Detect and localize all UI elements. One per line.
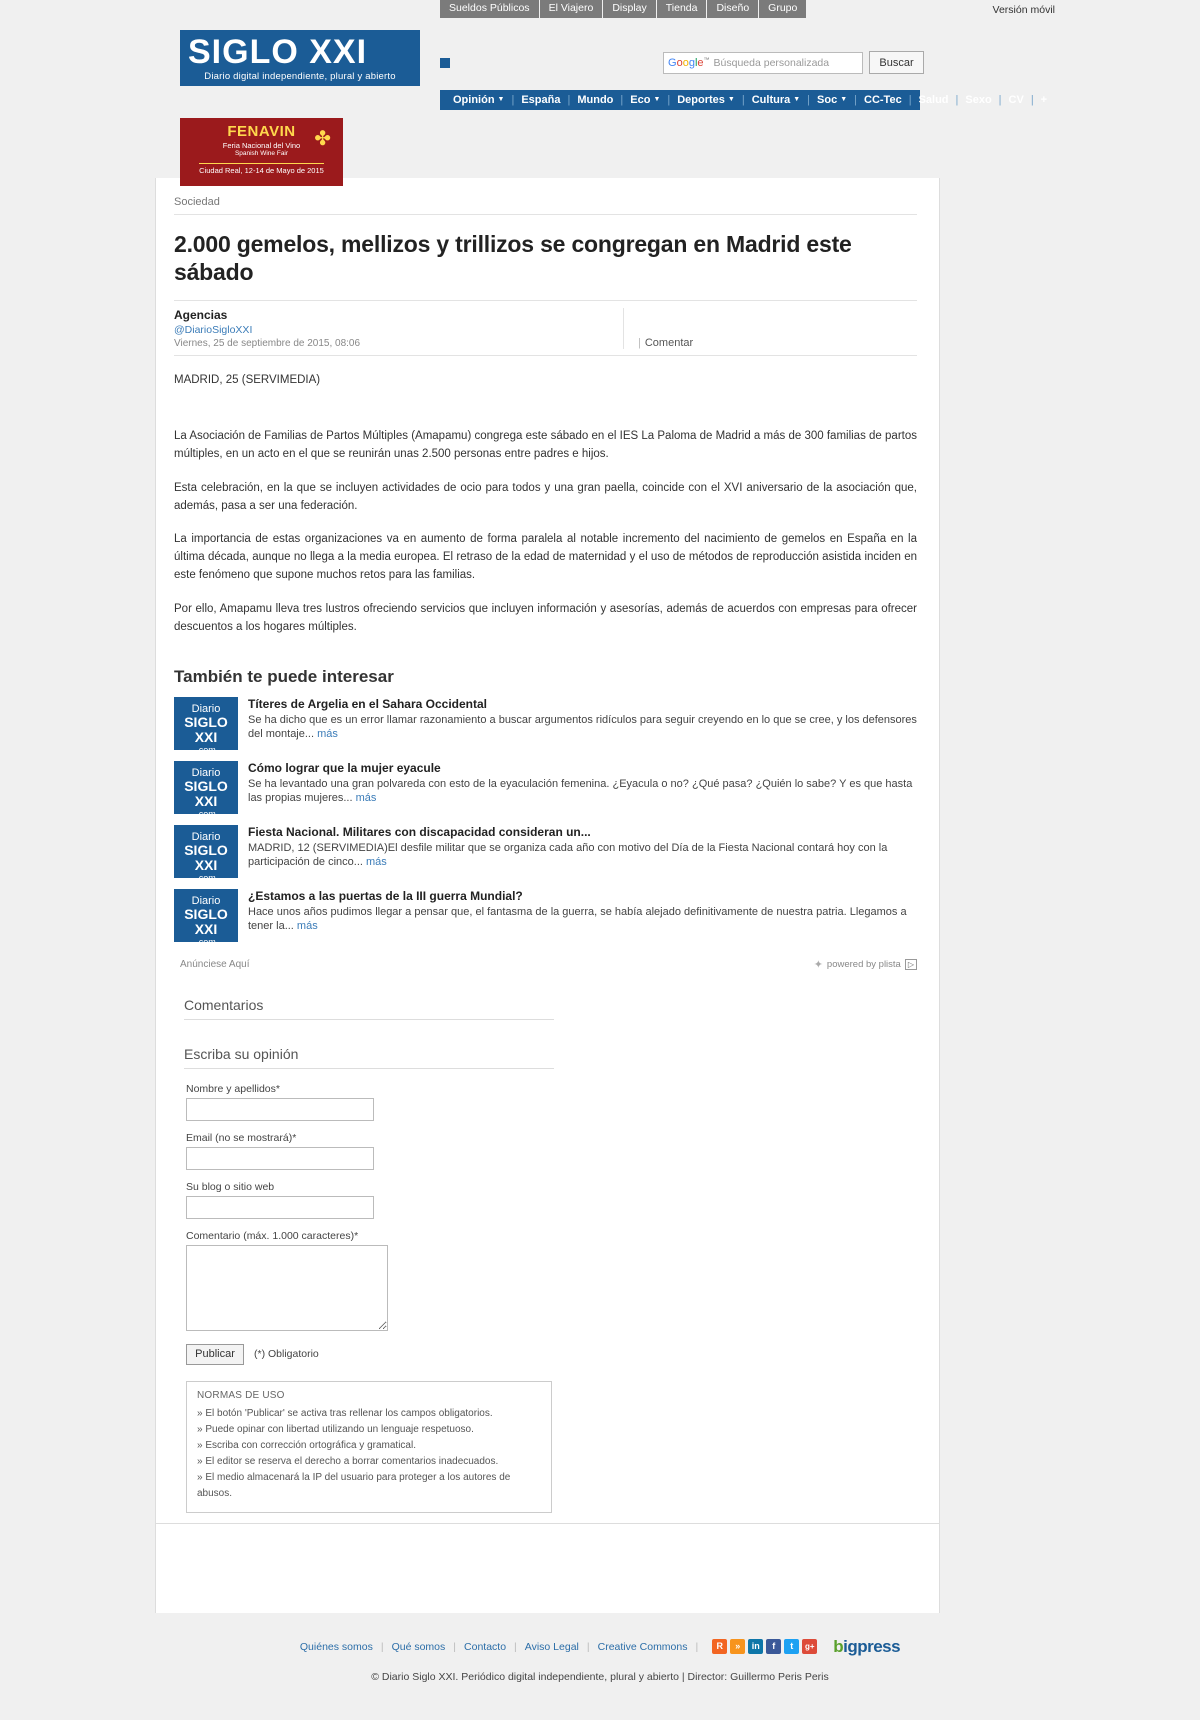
usage-rule-item: » El botón 'Publicar' se activa tras rellenar los campos obligatorios. <box>197 1407 493 1419</box>
nav-item-opinion[interactable]: Opinión ▼ <box>453 93 505 106</box>
nav-separator: | <box>807 94 811 106</box>
comment-textarea[interactable] <box>186 1245 388 1331</box>
advertise-here-link[interactable]: Anúnciese Aquí <box>180 958 250 970</box>
website-field[interactable] <box>186 1196 374 1219</box>
article-thumbnail[interactable] <box>174 825 238 883</box>
article-paragraph: Por ello, Amapamu lleva tres lustros ofreciendo servicios que incluyen información y asesorías, además de acuerdos con empresas para ofrecer descuentos a los hogares múltiples. <box>174 602 917 633</box>
thumb-line-3: .com <box>196 872 216 883</box>
rss-icon[interactable]: R <box>712 1639 727 1654</box>
search-placeholder: Búsqueda personalizada <box>713 56 830 69</box>
divider: | <box>695 1640 699 1653</box>
topnav-item-display[interactable]: Display <box>603 0 655 18</box>
search-input[interactable] <box>663 52 863 74</box>
page-title: 2.000 gemelos, mellizos y trillizos se congregan en Madrid este sábado <box>174 231 852 285</box>
topnav-item-el-viajero[interactable]: El Viajero <box>540 0 603 18</box>
article-thumbnail[interactable] <box>174 697 238 755</box>
footer-link-quienes-somos[interactable]: Quiénes somos <box>299 1640 373 1653</box>
topnav-item-tienda[interactable]: Tienda <box>657 0 707 18</box>
article-paragraph: Esta celebración, en la que se incluyen actividades de ocio para todos y una gran paella, coincide con el XVI aniversario de la asociación que, además, pasa a ser una federación. <box>174 481 917 512</box>
search-area <box>663 51 924 74</box>
related-headline[interactable]: Fiesta Nacional. Militares con discapacidad consideran un... <box>248 824 591 839</box>
read-more-link[interactable]: más <box>355 792 377 805</box>
list-item[interactable] <box>174 696 917 755</box>
plista-attribution[interactable] <box>814 958 917 971</box>
nav-separator: | <box>854 94 857 106</box>
article-paragraph: La Asociación de Familias de Partos Múltiples (Amapamu) congrega este sábado en el IES La Paloma de Madrid a más de 300 familias de partos múltiples, en un acto en el que se reunirán unas 2.500 personas entre padres e hijos. <box>174 430 917 460</box>
nav-item-deportes[interactable]: Deportes ▼ <box>677 93 735 106</box>
nav-item-sexo[interactable]: Sexo <box>965 94 992 106</box>
social-icons <box>712 1639 817 1654</box>
usage-rule-item: » Escriba con corrección ortográfica y gramatical. <box>197 1439 416 1451</box>
related-headline[interactable]: Cómo lograr que la mujer eyacule <box>248 760 441 775</box>
thumb-line-3: .com <box>196 936 216 947</box>
content-shell <box>155 178 940 1613</box>
mobile-version-link[interactable]: Versión móvil <box>992 4 1055 16</box>
email-field-label: Email (no se mostrará)* <box>186 1131 297 1144</box>
powered-by-label: powered by plista <box>826 958 901 970</box>
banner-line1: Feria Nacional del Vino <box>222 141 301 150</box>
thumb-line-2: SIGLO XXI <box>184 905 228 937</box>
read-more-link[interactable]: más <box>317 728 338 741</box>
byline-agency: Agencias <box>174 308 228 323</box>
site-footer <box>0 1613 1200 1683</box>
star-icon: ✦ <box>813 958 823 971</box>
usage-rules-box <box>186 1381 552 1513</box>
read-more-link[interactable]: más <box>366 856 387 869</box>
copyright-text: © Diario Siglo XXI. Periódico digital independiente, plural y abierto | Director: Guillermo Peris Peris <box>371 1670 829 1683</box>
nav-item-mundo[interactable]: Mundo <box>577 94 614 106</box>
thumb-line-2: SIGLO XXI <box>184 841 228 873</box>
usage-rule-item: » El medio almacenará la IP del usuario para proteger a los autores de abusos. <box>197 1471 511 1499</box>
nav-separator: | <box>998 94 1002 106</box>
opinion-form-heading: Escriba su opinión <box>184 1046 554 1069</box>
site-logo[interactable] <box>180 30 420 86</box>
nav-separator: | <box>741 94 745 106</box>
footer-link-contacto[interactable]: Contacto <box>464 1640 507 1653</box>
read-more-link[interactable]: más <box>296 920 318 933</box>
nav-separator: | <box>620 94 624 106</box>
divider: | <box>638 337 641 350</box>
related-excerpt: Se ha dicho que es un error llamar razonamiento a buscar argumentos ridículos para seguir creyendo en lo que se cree, y los defensores del montaje... más <box>248 713 917 741</box>
breadcrumb[interactable]: Sociedad <box>174 196 917 215</box>
banner-line2: Spanish Wine Fair <box>234 150 289 157</box>
comments-heading: Comentarios <box>184 997 554 1020</box>
divider: | <box>380 1640 384 1653</box>
nav-separator: | <box>511 94 515 106</box>
thumb-line-3: .com <box>196 808 216 819</box>
divider: | <box>586 1640 590 1653</box>
nav-item-more[interactable]: + <box>1040 94 1048 106</box>
search-button[interactable]: Buscar <box>869 51 924 74</box>
thumb-line-2: SIGLO XXI <box>184 713 228 745</box>
main-navigation <box>440 90 1048 110</box>
article-body <box>174 428 917 636</box>
banner-title: FENAVIN <box>227 123 296 140</box>
logo-tagline: Diario digital independiente, plural y abierto <box>204 71 396 82</box>
name-field[interactable] <box>186 1098 374 1121</box>
byline <box>174 300 917 356</box>
googleplus-icon[interactable]: g+ <box>802 1639 817 1654</box>
article-dateline: MADRID, 25 (SERVIMEDIA) <box>174 374 321 387</box>
byline-twitter-handle[interactable]: @DiarioSigloXXI <box>174 324 253 337</box>
bigpress-logo[interactable]: bigpress <box>833 1636 901 1656</box>
twitter-icon[interactable]: t <box>784 1639 799 1654</box>
info-triangle-icon[interactable]: ▷ <box>905 959 917 970</box>
nav-separator: | <box>667 94 671 106</box>
nav-item-eco[interactable]: Eco ▼ <box>630 93 661 106</box>
nav-item-soc[interactable]: Soc ▼ <box>817 93 848 106</box>
nav-item-cultura[interactable]: Cultura ▼ <box>751 93 801 106</box>
footer-link-aviso-legal[interactable]: Aviso Legal <box>524 1640 579 1653</box>
nav-item-cv[interactable]: CV <box>1008 94 1024 106</box>
thumb-line-3: .com <box>196 744 216 755</box>
topnav-item-sueldos-publicos[interactable]: Sueldos Públicos <box>440 0 539 18</box>
usage-rule-item: » Puede opinar con libertad utilizando un lenguaje respetuoso. <box>197 1423 474 1435</box>
comment-link[interactable]: Comentar <box>644 337 694 350</box>
facebook-icon[interactable]: f <box>766 1639 781 1654</box>
thumb-line-1: Diario <box>191 830 221 843</box>
name-field-label: Nombre y apellidos* <box>186 1082 280 1095</box>
article-thumbnail[interactable] <box>174 889 238 947</box>
thumb-line-1: Diario <box>191 894 221 907</box>
footer-links <box>0 1637 1200 1657</box>
decorative-square <box>440 58 450 68</box>
related-headline[interactable]: ¿Estamos a las puertas de la III guerra Mundial? <box>248 888 523 903</box>
divider: | <box>453 1640 457 1653</box>
nav-separator: | <box>908 94 912 106</box>
leaf-icon: ✤ <box>314 128 331 150</box>
logo-title: SIGLO XXI <box>188 33 368 71</box>
list-item[interactable] <box>174 888 917 947</box>
divider: | <box>514 1640 517 1653</box>
footer-link-que-somos[interactable]: Qué somos <box>391 1640 446 1653</box>
list-item[interactable] <box>174 760 917 819</box>
nav-separator: | <box>1030 94 1034 106</box>
usage-rules-title: NORMAS DE USO <box>197 1389 285 1401</box>
top-navigation <box>440 0 806 18</box>
rss-feed-icon[interactable]: » <box>730 1639 745 1654</box>
article-thumbnail[interactable] <box>174 761 238 819</box>
topnav-item-grupo[interactable]: Grupo <box>759 0 806 18</box>
thumb-line-1: Diario <box>191 702 221 715</box>
thumb-line-1: Diario <box>191 766 221 779</box>
article-paragraph: La importancia de estas organizaciones va en aumento de forma paralela al notable incremento del nacimiento de gemelos en España en la última década, aunque no llega a la media europea. El retraso de la edad de maternidad y el uso de métodos de reproducción asistida inciden en este fenómeno que supone muchos retos para las familias. <box>174 533 917 582</box>
related-section-title: También te puede interesar <box>174 666 394 686</box>
byline-date: Viernes, 25 de septiembre de 2015, 08:06 <box>174 338 361 350</box>
google-logo-icon: Google™ <box>668 56 710 69</box>
fenavin-ad-banner[interactable] <box>180 118 343 186</box>
banner-line3: Ciudad Real, 12-14 de Mayo de 2015 <box>199 163 324 175</box>
thumb-line-2: SIGLO XXI <box>184 777 228 809</box>
website-field-label: Su blog o sitio web <box>186 1180 275 1193</box>
related-excerpt: MADRID, 12 (SERVIMEDIA)El desfile militar que se organiza cada año con motivo del Día de la Fiesta Nacional contará hoy con la participación de cinco... más <box>248 841 888 869</box>
related-headline[interactable]: Títeres de Argelia en el Sahara Occidental <box>248 696 487 711</box>
comment-textarea-label: Comentario (máx. 1.000 caracteres)* <box>186 1229 359 1242</box>
ad-attribution-row <box>174 958 917 971</box>
nav-item-espana[interactable]: España <box>521 94 561 106</box>
related-excerpt: Hace unos años pudimos llegar a pensar que, el fantasma de la guerra, se había alejado definitivamente de nuestra patria. Llegamos a tener la... más <box>248 905 907 933</box>
linkedin-icon[interactable]: in <box>748 1639 763 1654</box>
footer-link-creative-commons[interactable]: Creative Commons <box>597 1640 688 1653</box>
list-item[interactable] <box>174 824 917 883</box>
topnav-item-diseno[interactable]: Diseño <box>707 0 758 18</box>
related-excerpt: Se ha levantado una gran polvareda con esto de la eyaculación femenina. ¿Eyacula o no? ¿Qué pasa? ¿Quién lo sabe? Y es que hasta las propias mujeres... más <box>248 777 913 805</box>
publish-button[interactable]: Publicar <box>186 1344 244 1365</box>
site-header <box>0 18 1200 178</box>
nav-separator: | <box>567 94 571 106</box>
nav-separator: | <box>955 94 959 106</box>
email-field[interactable] <box>186 1147 374 1170</box>
top-bar <box>0 0 1200 18</box>
content-bottom-spacer <box>156 1523 939 1613</box>
comment-form <box>186 1083 917 1513</box>
nav-item-cc-tec[interactable]: CC-Tec <box>864 94 902 106</box>
usage-rule-item: » El editor se reserva el derecho a borrar comentarios inadecuados. <box>197 1455 499 1467</box>
nav-item-salud[interactable]: Salud <box>918 94 949 106</box>
required-note: (*) Obligatorio <box>254 1348 319 1360</box>
